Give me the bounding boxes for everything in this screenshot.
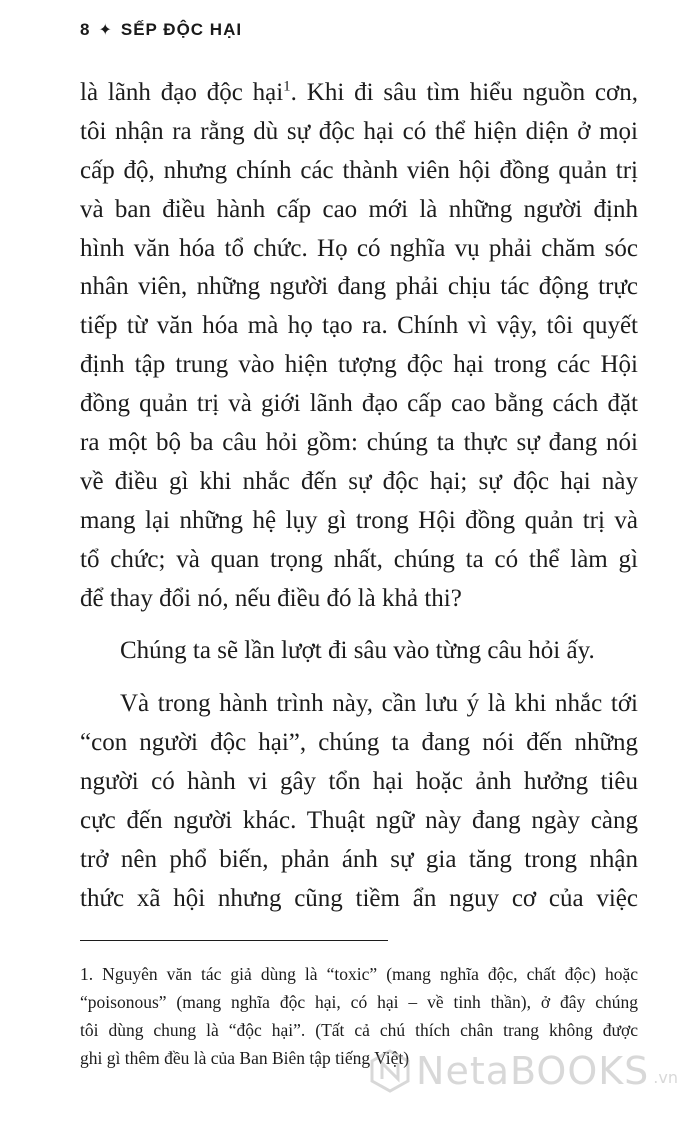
- footnote-line: ghi gì thêm đều là của Ban Biên tập tiếng Việt): [80, 1048, 410, 1068]
- body-text: [80, 74, 638, 919]
- body-line: trở nên phổ biến, phản ánh sự gia tăng trong nhận: [80, 845, 638, 873]
- body-line: cấp độ, nhưng chính các thành viên hội đồng quản trị: [80, 156, 638, 184]
- footnote-line: 1. Nguyên văn tác giả dùng là “toxic” (mang nghĩa độc, chất độc) hoặc: [80, 964, 638, 984]
- body-line: thức xã hội nhưng cũng tiềm ẩn nguy cơ của việc: [80, 884, 638, 912]
- footnote-line: “poisonous” (mang nghĩa độc hại, có hại – về tinh thần), ở đây chúng: [80, 992, 638, 1012]
- body-line: “con người độc hại”, chúng ta đang nói đến những: [80, 729, 638, 757]
- body-line: định tập trung vào hiện tượng độc hại trong các Hội: [80, 351, 638, 379]
- book-title: SẾP ĐỘC HẠI: [120, 20, 243, 39]
- watermark-suffix: .vn: [653, 1068, 678, 1087]
- watermark-text: NetaBOOKS: [416, 1049, 650, 1093]
- star-separator-icon: ✦: [98, 22, 113, 39]
- body-line: và ban điều hành cấp cao mới là những người định: [80, 195, 638, 223]
- body-line: tổ chức; và quan trọng nhất, chúng ta có thể làm gì: [80, 545, 638, 573]
- netabooks-logo-icon: [368, 1049, 412, 1093]
- body-line: người có hành vi gây tổn hại hoặc ảnh hưởng tiêu: [80, 768, 638, 796]
- body-line: Và trong hành trình này, cần lưu ý là khi nhắc tới: [120, 690, 638, 718]
- body-line: tiếp từ văn hóa mà họ tạo ra. Chính vì vậy, tôi quyết: [80, 312, 638, 340]
- body-line: mang lại những hệ lụy gì trong Hội đồng quản trị và: [80, 506, 638, 534]
- watermark: [368, 1049, 678, 1093]
- body-line: nhân viên, những người đang phải chịu tác động trực: [80, 273, 638, 301]
- body-line: để thay đổi nó, nếu điều đó là khả thi?: [80, 584, 462, 612]
- body-line: ra một bộ ba câu hỏi gồm: chúng ta thực sự đang nói: [80, 429, 638, 457]
- footnote-reference[interactable]: 1: [283, 78, 291, 95]
- body-line: tôi nhận ra rằng dù sự độc hại có thể hiện diện ở mọi: [80, 117, 638, 145]
- body-line: là lãnh đạo độc hại$^1$. Khi đi sâu tìm hiểu nguồn cơn,: [80, 78, 638, 106]
- footnote-divider: [80, 940, 388, 941]
- page-number: 8: [80, 20, 91, 39]
- body-line: Chúng ta sẽ lần lượt đi sâu vào từng câu hỏi ấy.: [120, 637, 595, 665]
- body-line: đồng quản trị và giới lãnh đạo cấp cao bằng cách đặt: [80, 390, 638, 418]
- body-line: về điều gì khi nhắc đến sự độc hại; sự độc hại này: [80, 467, 638, 495]
- body-line: cực đến người khác. Thuật ngữ này đang ngày càng: [80, 807, 638, 835]
- footnote-line: tôi dùng chung là “độc hại”. (Tất cả chú thích chân trang không được: [80, 1020, 638, 1040]
- running-head: [80, 20, 242, 40]
- body-line: hình văn hóa tổ chức. Họ có nghĩa vụ phải chăm sóc: [80, 234, 638, 262]
